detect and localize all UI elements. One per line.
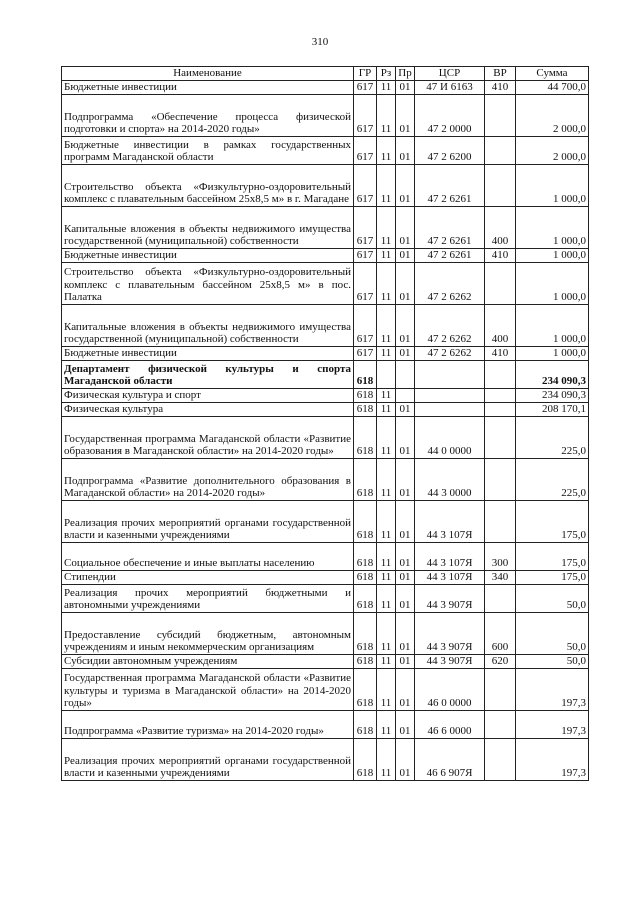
row-pr: 01 [396,501,415,543]
table-row [62,249,589,263]
row-sum: 50,0 [516,655,589,669]
row-gr: 618 [354,669,377,711]
row-rz [377,361,396,389]
row-vr [485,403,516,417]
row-vr: 620 [485,655,516,669]
row-pr: 01 [396,207,415,249]
row-vr [485,459,516,501]
row-csr: 47 2 6262 [415,305,485,347]
row-sum: 1 000,0 [516,207,589,249]
row-csr: 44 3 907Я [415,585,485,613]
row-sum: 208 170,1 [516,403,589,417]
row-gr: 617 [354,263,377,305]
row-rz: 11 [377,739,396,781]
row-sum: 175,0 [516,501,589,543]
row-name: Бюджетные инвестиции [62,249,354,263]
row-csr: 44 3 907Я [415,613,485,655]
table-row [62,389,589,403]
row-pr: 01 [396,417,415,459]
row-rz: 11 [377,305,396,347]
table-row [62,501,589,543]
row-gr: 618 [354,585,377,613]
row-name: Бюджетные инвестиции в рамках государственных программ Магаданской области [62,137,354,165]
row-gr: 618 [354,389,377,403]
row-gr: 618 [354,403,377,417]
row-gr: 618 [354,739,377,781]
row-vr [485,501,516,543]
row-vr: 410 [485,249,516,263]
row-vr [485,739,516,781]
row-name: Стипендии [62,571,354,585]
row-csr: 47 2 6200 [415,137,485,165]
row-rz: 11 [377,669,396,711]
row-pr: 01 [396,613,415,655]
row-name: Социальное обеспечение и иные выплаты населению [62,543,354,571]
row-gr: 618 [354,571,377,585]
row-sum: 175,0 [516,543,589,571]
row-sum: 197,3 [516,669,589,711]
row-rz: 11 [377,137,396,165]
row-sum: 1 000,0 [516,263,589,305]
row-gr: 617 [354,249,377,263]
row-name: Государственная программа Магаданской области «Развитие образования в Магаданской области» на 2014-2020 годы» [62,417,354,459]
row-name: Бюджетные инвестиции [62,347,354,361]
row-rz: 11 [377,501,396,543]
row-csr: 47 2 0000 [415,95,485,137]
row-gr: 617 [354,95,377,137]
row-name: Бюджетные инвестиции [62,81,354,95]
row-sum: 44 700,0 [516,81,589,95]
row-csr: 44 3 107Я [415,501,485,543]
table-row [62,137,589,165]
table-body [62,81,589,781]
row-pr: 01 [396,459,415,501]
header-sum: Сумма [516,67,589,81]
table-row [62,571,589,585]
row-csr: 47 2 6261 [415,249,485,263]
row-gr: 617 [354,81,377,95]
header-gr: ГР [354,67,377,81]
row-pr: 01 [396,347,415,361]
row-pr: 01 [396,95,415,137]
row-gr: 618 [354,361,377,389]
row-rz: 11 [377,403,396,417]
row-vr: 600 [485,613,516,655]
row-gr: 618 [354,613,377,655]
row-vr [485,137,516,165]
row-name: Субсидии автономным учреждениям [62,655,354,669]
row-vr [485,263,516,305]
row-name: Предоставление субсидий бюджетным, автономным учреждениям и иным некоммерческим организациям [62,613,354,655]
row-rz: 11 [377,613,396,655]
row-name: Физическая культура [62,403,354,417]
row-pr: 01 [396,403,415,417]
row-rz: 11 [377,81,396,95]
table-row [62,543,589,571]
row-csr: 44 3 0000 [415,459,485,501]
row-name: Государственная программа Магаданской области «Развитие культуры и туризма в Магаданской области» на 2014-2020 годы» [62,669,354,711]
row-vr: 300 [485,543,516,571]
table-row [62,403,589,417]
row-pr: 01 [396,711,415,739]
table-row [62,81,589,95]
table-row [62,165,589,207]
row-name: Строительство объекта «Физкультурно-оздоровительный комплекс с плавательным бассейном 25x8,5 м» в пос. Палатка [62,263,354,305]
row-name: Реализация прочих мероприятий органами государственной власти и казенными учреждениями [62,739,354,781]
row-name: Подпрограмма «Обеспечение процесса физической подготовки и спорта» на 2014-2020 годы» [62,95,354,137]
row-gr: 618 [354,417,377,459]
row-csr [415,403,485,417]
table-row [62,711,589,739]
row-vr: 400 [485,207,516,249]
row-csr: 44 3 907Я [415,655,485,669]
table-row [62,263,589,305]
row-vr [485,585,516,613]
row-rz: 11 [377,417,396,459]
table-row [62,417,589,459]
table-row [62,207,589,249]
row-pr: 01 [396,585,415,613]
row-vr: 410 [485,81,516,95]
row-name: Капитальные вложения в объекты недвижимого имущества государственной (муниципальной) собственности [62,207,354,249]
row-pr: 01 [396,655,415,669]
row-rz: 11 [377,347,396,361]
row-csr: 44 3 107Я [415,543,485,571]
row-gr: 617 [354,207,377,249]
table-row [62,305,589,347]
table-header-row [62,67,589,81]
row-rz: 11 [377,249,396,263]
row-gr: 618 [354,459,377,501]
row-pr: 01 [396,305,415,347]
row-sum: 1 000,0 [516,165,589,207]
row-sum: 197,3 [516,711,589,739]
table-row [62,585,589,613]
row-pr [396,389,415,403]
row-csr: 47 И 6163 [415,81,485,95]
row-pr: 01 [396,249,415,263]
row-name: Реализация прочих мероприятий органами государственной власти и казенными учреждениями [62,501,354,543]
row-sum: 234 090,3 [516,361,589,389]
row-csr: 46 6 0000 [415,711,485,739]
row-rz: 11 [377,459,396,501]
header-vr: ВР [485,67,516,81]
row-name: Строительство объекта «Физкультурно-оздоровительный комплекс с плавательным бассейном 25x8,5 м» в г. Магадане [62,165,354,207]
header-rz: Рз [377,67,396,81]
row-sum: 2 000,0 [516,137,589,165]
table-row [62,669,589,711]
row-csr: 47 2 6261 [415,165,485,207]
budget-table [61,66,589,781]
row-vr: 410 [485,347,516,361]
row-name: Капитальные вложения в объекты недвижимого имущества государственной (муниципальной) собственности [62,305,354,347]
table-row [62,347,589,361]
row-csr: 44 0 0000 [415,417,485,459]
row-sum: 225,0 [516,459,589,501]
row-csr: 46 6 907Я [415,739,485,781]
row-sum: 197,3 [516,739,589,781]
row-rz: 11 [377,571,396,585]
row-vr [485,95,516,137]
table-row [62,739,589,781]
row-pr [396,361,415,389]
table-row [62,95,589,137]
row-name: Департамент физической культуры и спорта Магаданской области [62,361,354,389]
row-vr: 400 [485,305,516,347]
table-row [62,459,589,501]
row-csr [415,361,485,389]
row-pr: 01 [396,165,415,207]
row-gr: 618 [354,501,377,543]
row-pr: 01 [396,263,415,305]
header-name: Наименование [62,67,354,81]
row-gr: 617 [354,347,377,361]
row-vr [485,165,516,207]
row-gr: 617 [354,305,377,347]
row-pr: 01 [396,669,415,711]
row-rz: 11 [377,711,396,739]
row-csr: 47 2 6261 [415,207,485,249]
row-name: Реализация прочих мероприятий бюджетными и автономными учреждениями [62,585,354,613]
table-row [62,361,589,389]
row-pr: 01 [396,571,415,585]
row-csr: 47 2 6262 [415,347,485,361]
page-number: 310 [311,36,329,48]
header-pr: Пр [396,67,415,81]
row-vr [485,361,516,389]
row-name: Подпрограмма «Развитие дополнительного образования в Магаданской области» на 2014-2020 годы» [62,459,354,501]
table-row [62,655,589,669]
row-csr [415,389,485,403]
row-csr: 46 0 0000 [415,669,485,711]
row-rz: 11 [377,95,396,137]
row-rz: 11 [377,389,396,403]
row-rz: 11 [377,655,396,669]
header-csr: ЦСР [415,67,485,81]
row-gr: 618 [354,543,377,571]
row-gr: 617 [354,165,377,207]
row-name: Подпрограмма «Развитие туризма» на 2014-2020 годы» [62,711,354,739]
row-csr: 47 2 6262 [415,263,485,305]
row-sum: 175,0 [516,571,589,585]
row-pr: 01 [396,81,415,95]
row-rz: 11 [377,263,396,305]
row-gr: 617 [354,137,377,165]
row-sum: 2 000,0 [516,95,589,137]
row-vr: 340 [485,571,516,585]
row-pr: 01 [396,739,415,781]
row-pr: 01 [396,543,415,571]
row-rz: 11 [377,207,396,249]
row-vr [485,417,516,459]
row-csr: 44 3 107Я [415,571,485,585]
row-sum: 225,0 [516,417,589,459]
row-pr: 01 [396,137,415,165]
row-gr: 618 [354,655,377,669]
row-sum: 50,0 [516,613,589,655]
row-sum: 50,0 [516,585,589,613]
row-rz: 11 [377,543,396,571]
table-row [62,613,589,655]
row-sum: 1 000,0 [516,305,589,347]
row-rz: 11 [377,585,396,613]
row-rz: 11 [377,165,396,207]
row-vr [485,389,516,403]
row-gr: 618 [354,711,377,739]
row-sum: 1 000,0 [516,249,589,263]
row-vr [485,669,516,711]
row-name: Физическая культура и спорт [62,389,354,403]
row-sum: 1 000,0 [516,347,589,361]
row-vr [485,711,516,739]
row-sum: 234 090,3 [516,389,589,403]
